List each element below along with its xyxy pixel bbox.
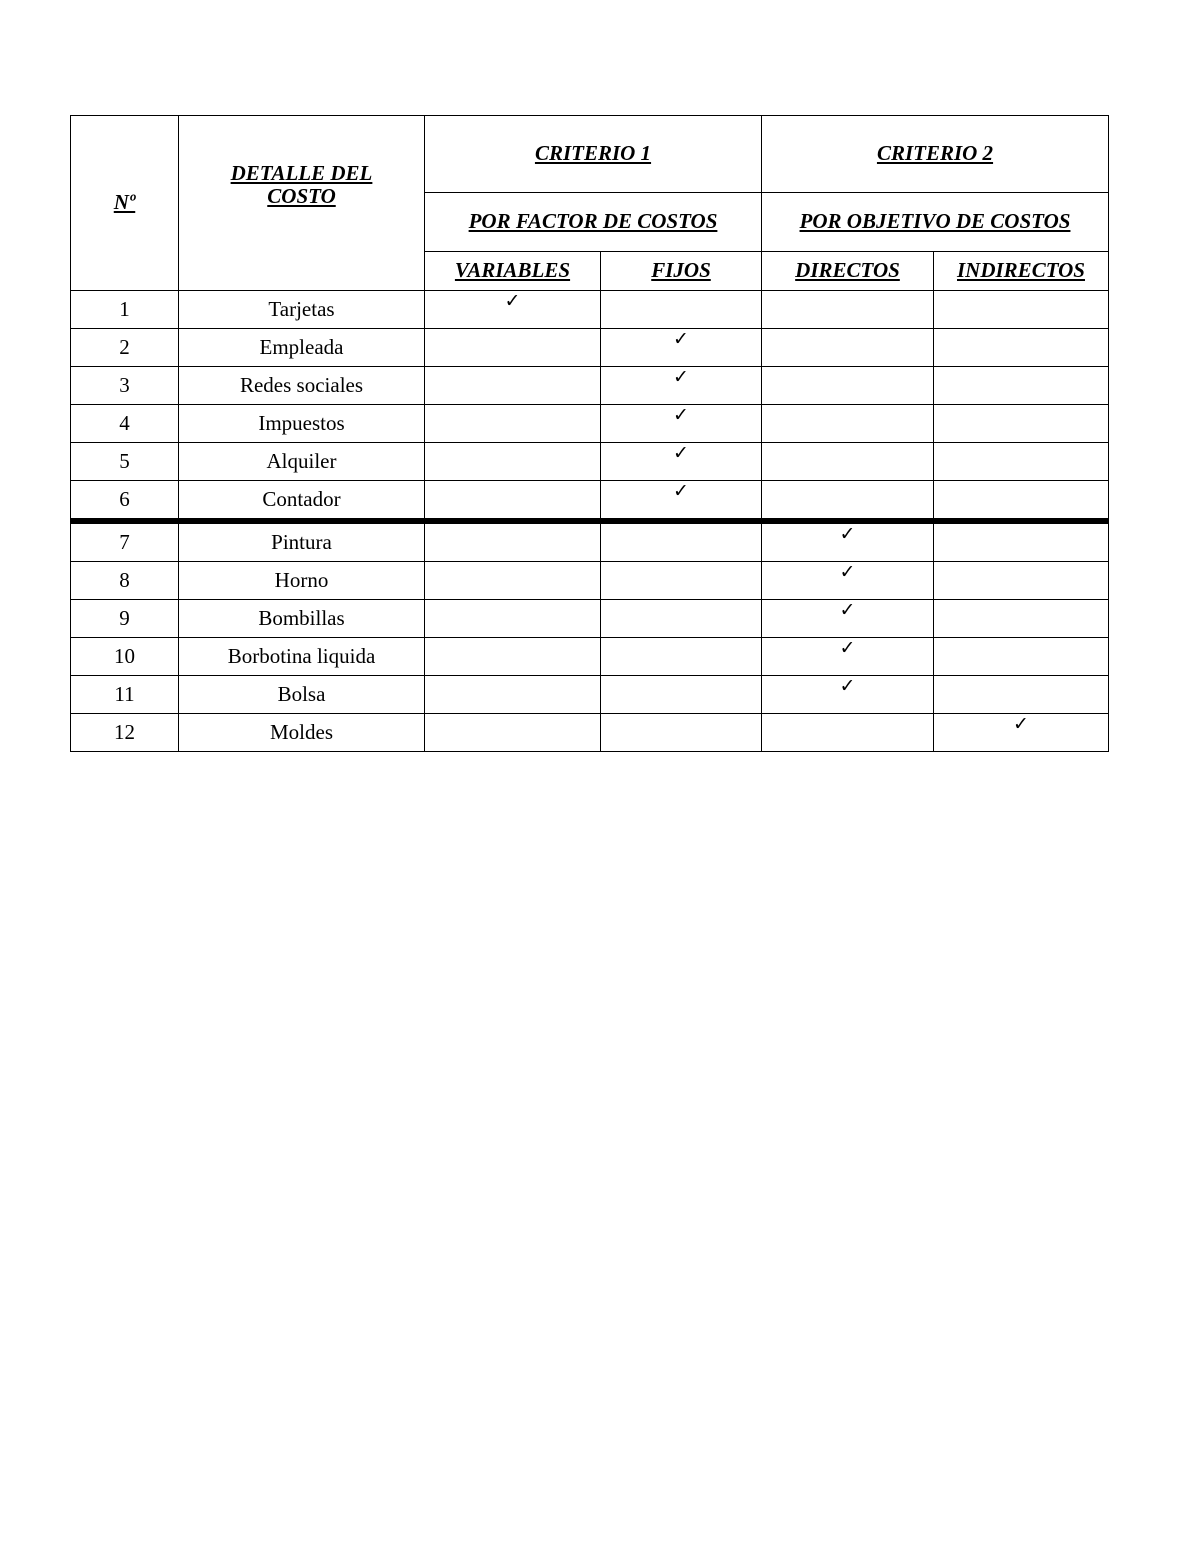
cell-indirectos bbox=[934, 291, 1109, 329]
cell-directos bbox=[762, 714, 934, 752]
check-mark-icon: ✓ bbox=[673, 441, 689, 464]
table-row bbox=[71, 367, 1109, 405]
row-number: 9 bbox=[71, 600, 179, 638]
row-detail: Pintura bbox=[179, 521, 425, 562]
row-number: 10 bbox=[71, 638, 179, 676]
cell-indirectos bbox=[934, 443, 1109, 481]
check-mark-icon: ✓ bbox=[839, 598, 856, 621]
check-mark-icon: ✓ bbox=[673, 365, 689, 388]
table-row bbox=[71, 481, 1109, 522]
cell-variables bbox=[425, 521, 601, 562]
check-mark-icon: ✓ bbox=[839, 636, 856, 659]
row-detail: Tarjetas bbox=[179, 291, 425, 329]
cell-indirectos bbox=[934, 521, 1109, 562]
cell-variables bbox=[425, 600, 601, 638]
cell-directos bbox=[762, 405, 934, 443]
cell-indirectos bbox=[934, 714, 1109, 752]
cell-variables bbox=[425, 562, 601, 600]
cost-classification-table bbox=[70, 115, 1109, 752]
cell-directos bbox=[762, 443, 934, 481]
cell-directos bbox=[762, 600, 934, 638]
row-number: 12 bbox=[71, 714, 179, 752]
cell-directos bbox=[762, 329, 934, 367]
check-mark-icon: ✓ bbox=[673, 479, 689, 502]
table-row bbox=[71, 714, 1109, 752]
row-detail: Bombillas bbox=[179, 600, 425, 638]
cell-indirectos bbox=[934, 600, 1109, 638]
row-number: 6 bbox=[71, 481, 179, 522]
cell-variables bbox=[425, 714, 601, 752]
cell-fijos bbox=[601, 481, 762, 522]
cell-variables bbox=[425, 291, 601, 329]
header-criterio-1: CRITERIO 1 bbox=[425, 116, 762, 193]
cell-directos bbox=[762, 562, 934, 600]
row-detail: Impuestos bbox=[179, 405, 425, 443]
cell-variables bbox=[425, 405, 601, 443]
cell-variables bbox=[425, 367, 601, 405]
row-number: 8 bbox=[71, 562, 179, 600]
cell-fijos bbox=[601, 714, 762, 752]
header-directos: DIRECTOS bbox=[762, 252, 934, 291]
cell-fijos bbox=[601, 600, 762, 638]
table-row bbox=[71, 521, 1109, 562]
cell-variables bbox=[425, 443, 601, 481]
cell-directos bbox=[762, 521, 934, 562]
cell-indirectos bbox=[934, 676, 1109, 714]
cell-fijos bbox=[601, 562, 762, 600]
row-detail: Bolsa bbox=[179, 676, 425, 714]
cell-indirectos bbox=[934, 367, 1109, 405]
cell-variables bbox=[425, 638, 601, 676]
header-fijos: FIJOS bbox=[601, 252, 762, 291]
cell-fijos bbox=[601, 443, 762, 481]
header-por-objetivo: POR OBJETIVO DE COSTOS bbox=[762, 193, 1109, 252]
table-row bbox=[71, 443, 1109, 481]
cell-directos bbox=[762, 291, 934, 329]
header-variables: VARIABLES bbox=[425, 252, 601, 291]
header-detail-text: DETALLE DEL COSTO bbox=[230, 160, 373, 208]
table-row bbox=[71, 329, 1109, 367]
row-number: 4 bbox=[71, 405, 179, 443]
header-criterio-2: CRITERIO 2 bbox=[762, 116, 1109, 193]
row-number: 11 bbox=[71, 676, 179, 714]
row-detail: Alquiler bbox=[179, 443, 425, 481]
row-number: 5 bbox=[71, 443, 179, 481]
check-mark-icon: ✓ bbox=[839, 560, 856, 583]
header-number: Nº bbox=[71, 116, 179, 291]
row-number: 1 bbox=[71, 291, 179, 329]
row-detail: Borbotina liquida bbox=[179, 638, 425, 676]
cell-fijos bbox=[601, 291, 762, 329]
cell-fijos bbox=[601, 405, 762, 443]
cell-variables bbox=[425, 329, 601, 367]
cell-directos bbox=[762, 638, 934, 676]
check-mark-icon: ✓ bbox=[673, 327, 689, 350]
table-row bbox=[71, 291, 1109, 329]
cell-indirectos bbox=[934, 638, 1109, 676]
header-detail bbox=[179, 116, 425, 291]
cell-variables bbox=[425, 676, 601, 714]
cell-directos bbox=[762, 676, 934, 714]
cell-indirectos bbox=[934, 329, 1109, 367]
table-row bbox=[71, 638, 1109, 676]
row-number: 7 bbox=[71, 521, 179, 562]
row-detail: Empleada bbox=[179, 329, 425, 367]
header-indirectos: INDIRECTOS bbox=[934, 252, 1109, 291]
table-row bbox=[71, 562, 1109, 600]
check-mark-icon: ✓ bbox=[673, 403, 689, 426]
table-row bbox=[71, 600, 1109, 638]
check-mark-icon: ✓ bbox=[839, 522, 856, 545]
row-number: 2 bbox=[71, 329, 179, 367]
check-mark-icon: ✓ bbox=[839, 674, 856, 697]
table-row bbox=[71, 405, 1109, 443]
cell-variables bbox=[425, 481, 601, 522]
header-por-factor: POR FACTOR DE COSTOS bbox=[425, 193, 762, 252]
check-mark-icon: ✓ bbox=[504, 289, 521, 312]
row-detail: Redes sociales bbox=[179, 367, 425, 405]
cell-fijos bbox=[601, 676, 762, 714]
cell-fijos bbox=[601, 638, 762, 676]
row-number: 3 bbox=[71, 367, 179, 405]
cell-fijos bbox=[601, 521, 762, 562]
cell-directos bbox=[762, 367, 934, 405]
cell-directos bbox=[762, 481, 934, 522]
cell-indirectos bbox=[934, 562, 1109, 600]
document-page bbox=[70, 115, 1108, 752]
row-detail: Horno bbox=[179, 562, 425, 600]
row-detail: Moldes bbox=[179, 714, 425, 752]
row-detail: Contador bbox=[179, 481, 425, 522]
cell-fijos bbox=[601, 329, 762, 367]
cell-indirectos bbox=[934, 481, 1109, 522]
cell-fijos bbox=[601, 367, 762, 405]
table-row bbox=[71, 676, 1109, 714]
check-mark-icon: ✓ bbox=[1013, 712, 1029, 735]
cell-indirectos bbox=[934, 405, 1109, 443]
